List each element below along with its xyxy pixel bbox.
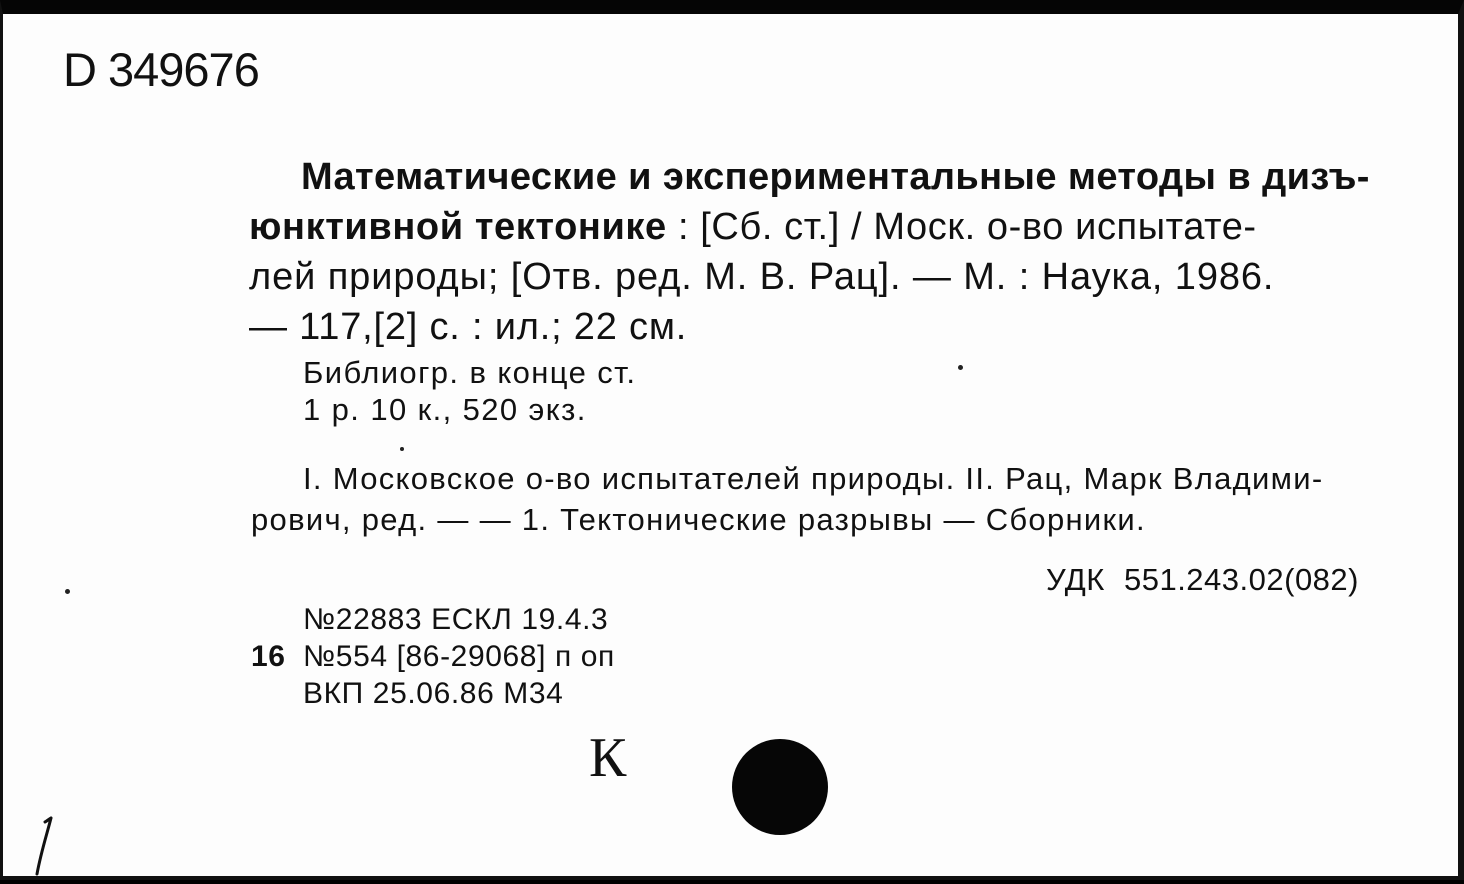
service-block <box>251 601 615 712</box>
service-line-3: ВКП 25.06.86 М34 <box>303 677 564 710</box>
tracing-line-1: I. Московское о-во испытателей природы. II. Рац, Марк Владими- <box>303 461 1324 496</box>
handwritten-mark-icon <box>23 814 67 884</box>
title-line-2 <box>249 202 1419 252</box>
notes-block <box>303 354 636 428</box>
service-row-2 <box>251 638 615 675</box>
ink-speck <box>400 447 404 451</box>
main-entry <box>249 152 1419 352</box>
ink-speck <box>958 365 963 370</box>
responsibility-statement: : [Сб. ст.] / Моск. о-во испытате- <box>666 206 1257 248</box>
ink-speck <box>65 589 70 594</box>
title-line-2-bold: юнктивной тектонике <box>249 206 667 248</box>
bibliography-note: Библиогр. в конце ст. <box>303 355 637 390</box>
service-row-3 <box>251 675 615 712</box>
tracing-line-2: рович, ред. — — 1. Тектонические разрывы — Сборники. <box>251 502 1146 537</box>
service-row-1 <box>251 601 615 638</box>
service-line-2: №554 [86-29068] п оп <box>303 640 615 673</box>
call-number: D 349676 <box>63 43 259 96</box>
udc-code: УДК 551.243.02(082) <box>1046 562 1359 597</box>
punched-dot <box>732 739 828 835</box>
physical-description: — 117,[2] с. : ил.; 22 см. <box>249 306 688 348</box>
service-line-1: №22883 ЕСКЛ 19.4.3 <box>303 603 609 636</box>
publication-line: лей природы; [Отв. ред. М. В. Рац]. — М. : Наука, 1986. <box>249 256 1275 298</box>
title-line-1: Математические и экспериментальные методы в дизъ- <box>301 156 1370 198</box>
price-run-note: 1 р. 10 к., 520 экз. <box>303 392 587 427</box>
tracings-block <box>251 458 1324 540</box>
mark-letter: К <box>589 727 627 789</box>
service-prefix: 16 <box>251 640 286 673</box>
